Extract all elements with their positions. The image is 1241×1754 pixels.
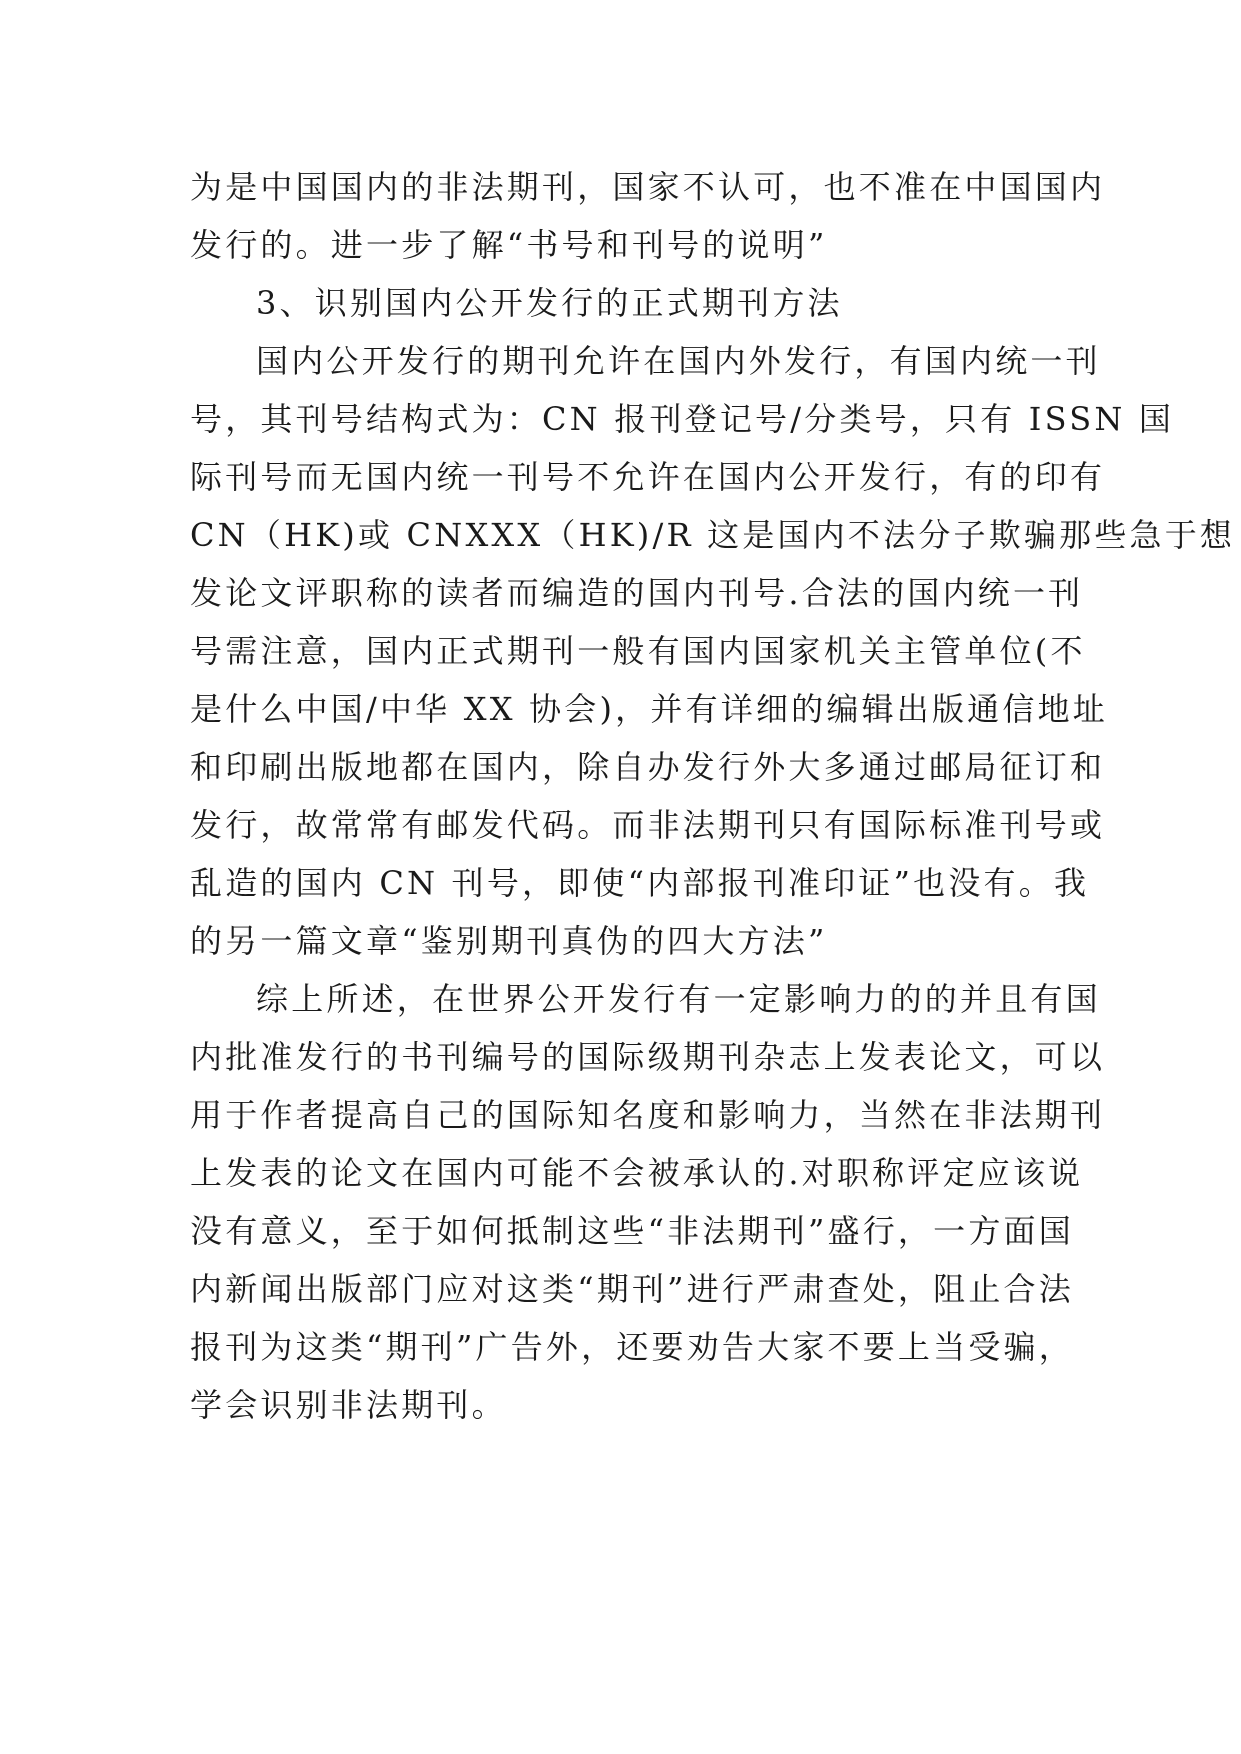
text-line: 和印刷出版地都在国内，除自办发行外大多通过邮局征订和: [190, 748, 1106, 786]
text-line: 为是中国国内的非法期刊，国家不认可，也不准在中国国内: [190, 168, 1106, 206]
text-line: 发论文评职称的读者而编造的国内刊号.合法的国内统一刊: [190, 574, 1084, 612]
document-body: [190, 158, 1236, 1434]
paragraph: [190, 332, 1236, 970]
section-heading: [190, 274, 1050, 332]
text-line: 用于作者提高自己的国际知名度和影响力，当然在非法期刊: [190, 1096, 1106, 1134]
text-line: 发行的。进一步了解“书号和刊号的说明”: [190, 226, 828, 264]
text-line: 号，其刊号结构式为：CN 报刊登记号/分类号，只有 ISSN 国: [190, 400, 1175, 438]
text-line: CN（HK)或 CNXXX（HK)/R 这是国内不法分子欺骗那些急于想: [190, 516, 1236, 554]
text-line: 是什么中国/中华 XX 协会)，并有详细的编辑出版通信地址: [190, 690, 1108, 728]
text-line: 上发表的论文在国内可能不会被承认的.对职称评定应该说: [190, 1154, 1084, 1192]
text-line: 综上所述，在世界公开发行有一定影响力的的并且有国: [256, 980, 1101, 1018]
text-line: 内新闻出版部门应对这类“期刊”进行严肃查处，阻止合法: [190, 1270, 1074, 1308]
text-line: 的另一篇文章“鉴别期刊真伪的四大方法”: [190, 922, 828, 960]
text-line: 国内公开发行的期刊允许在国内外发行，有国内统一刊: [256, 342, 1101, 380]
section-heading-text: 3、识别国内公开发行的正式期刊方法: [256, 284, 843, 322]
text-line: 号需注意，国内正式期刊一般有国内国家机关主管单位(不: [190, 632, 1086, 670]
paragraph-conclusion: [190, 970, 1106, 1434]
paragraph-continuation: [190, 158, 1106, 274]
text-line: 报刊为这类“期刊”广告外，还要劝告大家不要上当受骗，: [190, 1328, 1074, 1366]
text-line: 际刊号而无国内统一刊号不允许在国内公开发行，有的印有: [190, 458, 1106, 496]
text-line: 乱造的国内 CN 刊号，即使“内部报刊准印证”也没有。我: [190, 864, 1090, 902]
text-line: 内批准发行的书刊编号的国际级期刊杂志上发表论文，可以: [190, 1038, 1106, 1076]
text-line: 发行，故常常有邮发代码。而非法期刊只有国际标准刊号或: [190, 806, 1106, 844]
text-line: 没有意义，至于如何抵制这些“非法期刊”盛行，一方面国: [190, 1212, 1074, 1250]
text-line: 学会识别非法期刊。: [190, 1386, 507, 1424]
